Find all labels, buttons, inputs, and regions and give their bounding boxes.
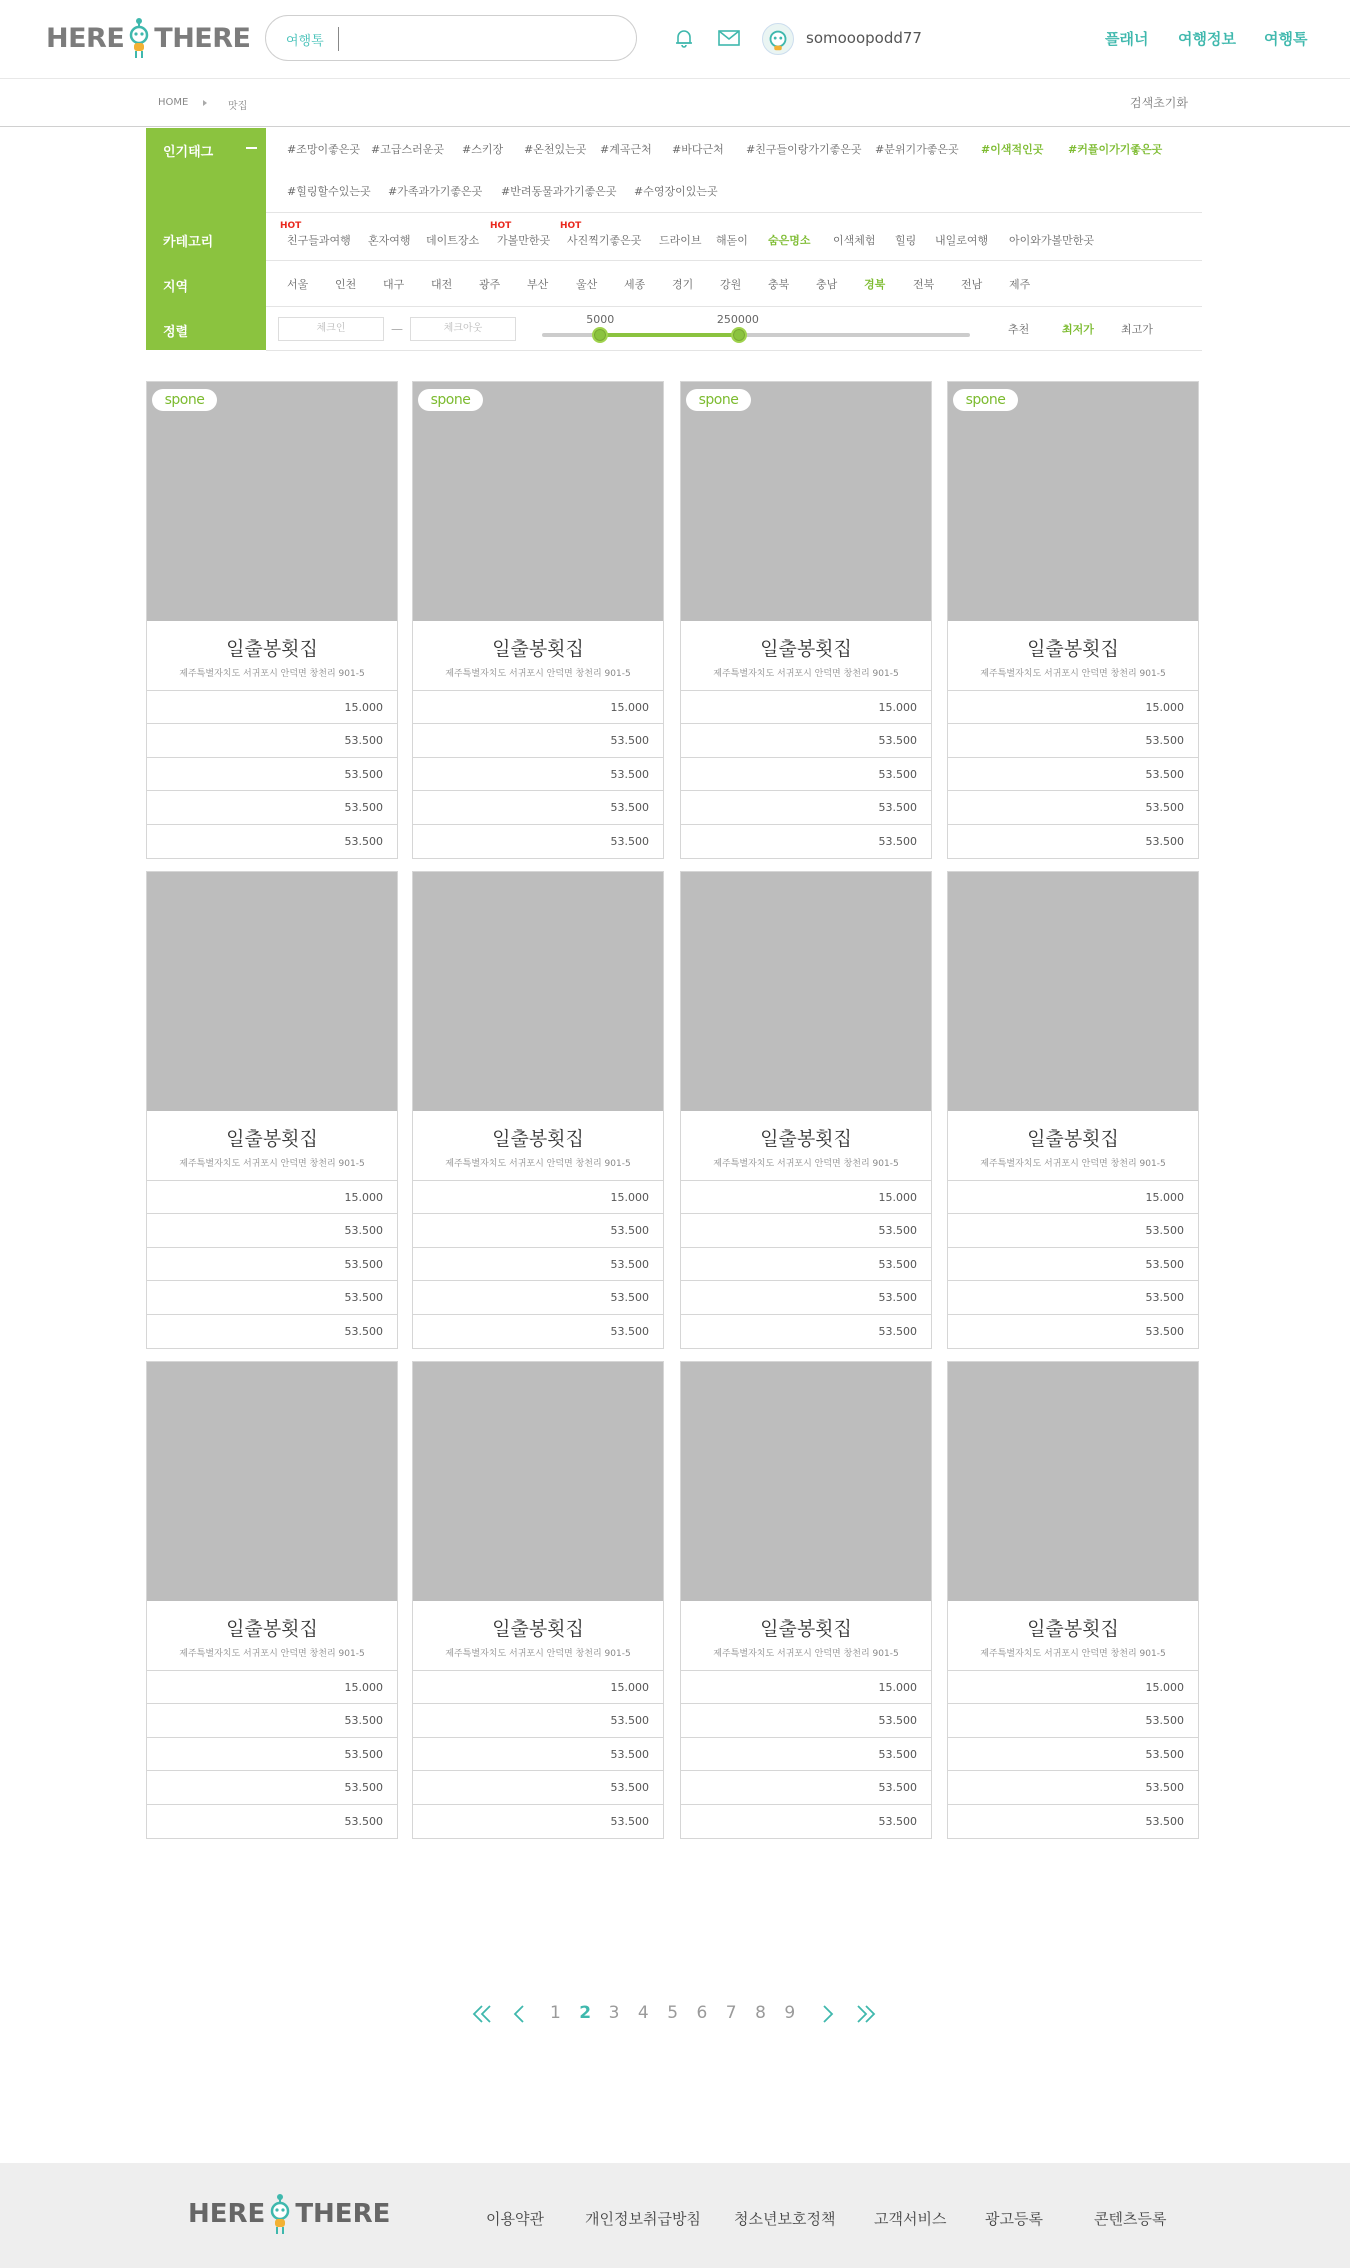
region-tag[interactable]: 부산 [527,278,549,291]
checkin-input[interactable]: 체크인 [278,317,384,341]
page-number-9[interactable]: 9 [784,2003,796,2023]
card-price-row [413,1247,663,1280]
card-price-row [948,824,1198,857]
result-card[interactable] [947,1361,1199,1839]
card-price-row [147,757,397,790]
card-price-row [681,1670,931,1703]
card-badge: spone [152,389,217,411]
card-price-row [413,824,663,857]
card-address: 제주특별자치도 서귀포시 안덕면 창천리 901-5 [445,1649,631,1659]
popular-tag[interactable]: #수영장이있는곳 [634,185,718,198]
prev-page-icon[interactable] [508,2003,530,2025]
card-address: 제주특별자치도 서귀포시 안덕면 창천리 901-5 [445,669,631,679]
card-price-row [413,1770,663,1803]
card-thumbnail[interactable] [147,1362,397,1601]
card-title[interactable]: 일출봉횟집 [1027,1618,1119,1640]
card-price-row [948,1280,1198,1313]
card-price-row [147,1280,397,1313]
card-price-value: 53.500 [610,801,649,815]
category-tag[interactable]: 친구들과여행 [287,234,351,247]
card-price-row [147,1670,397,1703]
mascot-icon [128,16,150,60]
card-price-row [147,690,397,723]
card-price-row [413,1180,663,1213]
card-title[interactable]: 일출봉횟집 [760,1128,852,1150]
category-tag[interactable]: 데이트장소 [426,234,480,247]
card-price-value: 53.500 [344,834,383,848]
card-price-value: 53.500 [878,1714,917,1728]
card-price-value: 53.500 [1145,1781,1184,1795]
card-price-row [681,1770,931,1803]
card-price-row [681,1213,931,1246]
card-price-row [413,1213,663,1246]
region-tag[interactable]: 충남 [816,278,838,291]
card-price-value: 53.500 [1145,1747,1184,1761]
card-price-value: 53.500 [878,1257,917,1271]
card-price-row [147,1213,397,1246]
card-price-value: 15.000 [344,701,383,714]
result-card[interactable] [947,871,1199,1349]
result-card[interactable] [680,871,932,1349]
footer-logo[interactable] [188,2190,390,2238]
card-price-row [948,790,1198,823]
card-price-row [147,1180,397,1213]
card-price-value: 53.500 [878,734,917,748]
card-price-row [948,1703,1198,1736]
category-tag[interactable]: 해돋이 [716,234,748,247]
card-address: 제주특별자치도 서귀포시 안덕면 창천리 901-5 [980,1649,1166,1659]
page-number-6[interactable]: 6 [696,2003,708,2023]
search-box[interactable] [265,15,637,61]
card-price-row [681,790,931,823]
card-price-value: 53.500 [1145,801,1184,815]
card-price-row [681,1280,931,1313]
filter-row-divider [266,212,1202,213]
card-price-value: 53.500 [1145,834,1184,848]
card-price-row [413,1737,663,1770]
result-card[interactable] [680,381,932,859]
card-price-value: 53.500 [610,1814,649,1828]
region-tag[interactable]: 서울 [287,278,309,291]
breadcrumb-current: 맛집 [228,101,248,112]
card-price-row [413,690,663,723]
card-price-value: 15.000 [610,1191,649,1204]
logo-text-there: THERE [154,22,251,54]
page-number-5[interactable]: 5 [667,2003,679,2023]
card-price-row [413,1703,663,1736]
card-thumbnail[interactable] [147,872,397,1111]
region-tag[interactable]: 대전 [431,278,453,291]
page-number-4[interactable]: 4 [637,2003,649,2023]
filter-label-popular: 인기태그 [163,145,214,160]
chevron-right-icon [201,99,209,107]
price-range-fill [600,333,739,337]
filter-label-region: 지역 [163,280,189,295]
card-address: 제주특별자치도 서귀포시 안덕면 창천리 901-5 [445,1159,631,1169]
popular-tag[interactable]: #반려동물과가기좋은곳 [501,185,617,198]
card-address: 제주특별자치도 서귀포시 안덕면 창천리 901-5 [179,1649,365,1659]
search-input[interactable] [346,24,626,54]
card-thumbnail[interactable] [413,872,663,1111]
page-number-7[interactable]: 7 [725,2003,737,2023]
card-price-value: 53.500 [878,1224,917,1238]
sort-highest-price[interactable]: 최고가 [1121,323,1153,336]
site-header [0,0,1350,78]
card-price-row [681,757,931,790]
page-number-3[interactable]: 3 [608,2003,620,2023]
price-min-label: 5000 [586,313,615,326]
card-price-value: 53.500 [1145,734,1184,748]
card-price-row [147,1703,397,1736]
card-price-row [948,1247,1198,1280]
card-price-row [681,1314,931,1347]
region-tag[interactable]: 인천 [335,278,357,291]
popular-tag[interactable]: #조망이좋은곳 [287,143,360,156]
card-price-value: 15.000 [878,1191,917,1204]
card-price-value: 53.500 [878,767,917,781]
region-tag[interactable]: 울산 [576,278,598,291]
checkout-input[interactable]: 체크아웃 [410,317,516,341]
card-price-value: 53.500 [1145,1291,1184,1305]
card-badge: spone [953,389,1018,411]
category-tag[interactable]: 사진찍기좋은곳 [567,234,642,247]
card-price-row [413,790,663,823]
region-tag[interactable]: 세종 [624,278,646,291]
popular-tag[interactable]: #고급스러운곳 [371,143,444,156]
card-price-value: 15.000 [878,701,917,714]
username-label[interactable]: somooopodd77 [806,29,922,47]
price-max-label: 250000 [716,313,759,326]
popular-tag[interactable]: #스키장 [462,143,504,156]
category-tag[interactable]: 이색체험 [833,234,876,247]
nav-travel-talk[interactable]: 여행톡 [1264,30,1308,48]
breadcrumb [0,78,1350,127]
card-price-row [948,1737,1198,1770]
card-price-value: 53.500 [878,1781,917,1795]
result-card[interactable] [947,381,1199,859]
card-address: 제주특별자치도 서귀포시 안덕면 창천리 901-5 [980,1159,1166,1169]
category-tag[interactable]: 숨은명소 [768,234,811,247]
card-price-value: 53.500 [344,1291,383,1305]
card-price-value: 53.500 [878,1324,917,1338]
card-address: 제주특별자치도 서귀포시 안덕면 창천리 901-5 [179,669,365,679]
region-tag[interactable]: 충북 [768,278,790,291]
card-price-row [681,1737,931,1770]
card-price-row [948,1770,1198,1803]
popular-tag[interactable]: #힐링할수있는곳 [287,185,371,198]
card-title[interactable]: 일출봉횟집 [226,638,318,660]
price-max-handle[interactable] [731,327,747,343]
search-divider [338,27,339,51]
card-price-value: 53.500 [1145,767,1184,781]
price-min-handle[interactable] [592,327,608,343]
card-title[interactable]: 일출봉횟집 [492,638,584,660]
card-price-row [681,1804,931,1837]
card-price-row [681,690,931,723]
region-tag[interactable]: 강원 [720,278,742,291]
date-range-dash: — [391,322,403,336]
region-tag[interactable]: 전북 [913,278,935,291]
category-tag[interactable]: 내일로여행 [935,234,989,247]
card-price-row [147,824,397,857]
popular-tag[interactable]: #가족과가기좋은곳 [388,185,483,198]
search-category-chip[interactable]: 여행톡 [286,34,324,49]
card-price-value: 15.000 [1145,1191,1184,1204]
card-price-value: 53.500 [1145,1324,1184,1338]
card-price-value: 53.500 [878,1291,917,1305]
result-card[interactable] [412,1361,664,1839]
popular-tag[interactable]: #온천있는곳 [524,143,587,156]
card-thumbnail[interactable] [681,1362,931,1601]
result-card[interactable] [146,1361,398,1839]
card-price-value: 53.500 [344,1324,383,1338]
card-price-value: 53.500 [344,734,383,748]
card-thumbnail[interactable] [413,382,663,621]
footer-link-ad-register[interactable]: 광고등록 [985,2210,1043,2228]
card-thumbnail[interactable] [948,1362,1198,1601]
page-number-1[interactable]: 1 [550,2003,561,2023]
footer-link-privacy[interactable]: 개인정보취급방침 [585,2210,701,2228]
category-tag[interactable]: 아이와가볼만한곳 [1009,234,1095,247]
result-card[interactable] [412,871,664,1349]
last-page-icon[interactable] [855,2003,877,2025]
card-price-value: 15.000 [610,701,649,714]
result-card[interactable] [412,381,664,859]
popular-tag[interactable]: #분위기가좋은곳 [875,143,959,156]
page-number-2[interactable]: 2 [579,2003,592,2023]
footer-link-youth-policy[interactable]: 청소년보호정책 [734,2210,836,2228]
filter-row-divider [266,350,1202,351]
card-thumbnail[interactable] [948,382,1198,621]
card-price-row [147,723,397,756]
result-card[interactable] [680,1361,932,1839]
card-thumbnail[interactable] [948,872,1198,1111]
card-price-row [147,1804,397,1837]
result-card[interactable] [146,381,398,859]
card-price-value: 53.500 [344,801,383,815]
card-price-value: 15.000 [344,1681,383,1694]
card-price-value: 15.000 [344,1191,383,1204]
card-price-value: 53.500 [344,1257,383,1271]
popular-tag[interactable]: #커플이가기좋은곳 [1068,143,1163,156]
card-thumbnail[interactable] [147,382,397,621]
card-price-row [948,757,1198,790]
category-tag[interactable]: 가볼만한곳 [497,234,551,247]
card-price-row [147,1737,397,1770]
collapse-minus-icon[interactable] [246,147,257,149]
card-price-value: 15.000 [610,1681,649,1694]
card-price-row [681,723,931,756]
region-tag[interactable]: 제주 [1009,278,1031,291]
region-tag[interactable]: 대구 [383,278,405,291]
filter-label-sort: 정렬 [163,325,189,340]
card-price-row [948,1213,1198,1246]
nav-planner[interactable]: 플래너 [1105,30,1149,48]
card-price-value: 53.500 [610,767,649,781]
card-thumbnail[interactable] [681,382,931,621]
card-price-value: 15.000 [1145,701,1184,714]
category-tag[interactable]: 혼자여행 [368,234,411,247]
next-page-icon[interactable] [817,2003,839,2025]
card-title[interactable]: 일출봉횟집 [226,1618,318,1640]
sort-lowest-price[interactable]: 최저가 [1062,323,1094,336]
region-tag[interactable]: 광주 [479,278,501,291]
card-address: 제주특별자치도 서귀포시 안덕면 창천리 901-5 [980,669,1166,679]
card-price-value: 53.500 [344,1814,383,1828]
card-price-value: 15.000 [878,1681,917,1694]
card-price-value: 53.500 [1145,1257,1184,1271]
hot-badge: HOT [560,221,582,231]
card-title[interactable]: 일출봉횟집 [1027,638,1119,660]
card-price-value: 53.500 [344,1714,383,1728]
card-price-row [413,1314,663,1347]
card-address: 제주특별자치도 서귀포시 안덕면 창천리 901-5 [179,1159,365,1169]
sort-recommended[interactable]: 추천 [1008,323,1030,336]
card-price-value: 53.500 [344,767,383,781]
card-title[interactable]: 일출봉횟집 [492,1128,584,1150]
card-price-value: 53.500 [610,1291,649,1305]
card-price-row [681,824,931,857]
card-price-row [948,1314,1198,1347]
card-title[interactable]: 일출봉횟집 [226,1128,318,1150]
card-price-row [681,1703,931,1736]
page-number-8[interactable]: 8 [755,2003,766,2023]
breadcrumb-home[interactable]: HOME [158,97,189,108]
region-tag[interactable]: 경북 [864,278,886,291]
card-price-value: 53.500 [610,1224,649,1238]
card-thumbnail[interactable] [681,872,931,1111]
hot-badge: HOT [490,221,512,231]
card-price-value: 53.500 [878,1814,917,1828]
hot-badge: HOT [280,221,302,231]
card-address: 제주특별자치도 서귀포시 안덕면 창천리 901-5 [713,1649,899,1659]
card-price-value: 15.000 [1145,1681,1184,1694]
mail-icon[interactable] [717,26,741,50]
card-title[interactable]: 일출봉횟집 [760,1618,852,1640]
card-price-row [681,1180,931,1213]
user-avatar[interactable] [762,23,794,55]
card-price-value: 53.500 [610,1714,649,1728]
card-price-row [413,1280,663,1313]
card-badge: spone [686,389,751,411]
footer-logo-text-there: THERE [295,2199,391,2229]
card-price-row [948,1180,1198,1213]
region-tag[interactable]: 경기 [672,278,694,291]
popular-tag[interactable]: #바다근처 [672,143,724,156]
category-tag[interactable]: 드라이브 [659,234,702,247]
card-price-value: 53.500 [878,834,917,848]
card-address: 제주특별자치도 서귀포시 안덕면 창천리 901-5 [713,1159,899,1169]
card-price-row [413,1670,663,1703]
bell-icon[interactable] [672,26,696,50]
card-price-row [147,790,397,823]
footer-link-content-register[interactable]: 콘텐츠등록 [1094,2210,1167,2228]
logo-text-here: HERE [46,22,125,54]
card-price-row [413,757,663,790]
card-price-value: 53.500 [878,801,917,815]
card-thumbnail[interactable] [413,1362,663,1601]
card-price-value: 53.500 [344,1224,383,1238]
card-price-value: 53.500 [1145,1714,1184,1728]
card-price-row [948,1670,1198,1703]
card-price-value: 53.500 [344,1747,383,1761]
card-price-value: 53.500 [610,734,649,748]
popular-tag[interactable]: #이색적인곳 [981,143,1044,156]
card-price-value: 53.500 [610,1324,649,1338]
region-tag[interactable]: 전남 [961,278,983,291]
card-price-row [948,723,1198,756]
footer-link-customer-service[interactable]: 고객서비스 [874,2210,947,2228]
card-price-value: 53.500 [610,1257,649,1271]
filter-row-divider [266,260,1202,261]
card-price-row [147,1247,397,1280]
nav-travel-info[interactable]: 여행정보 [1178,30,1236,48]
category-tag[interactable]: 힐링 [895,234,917,247]
card-price-value: 53.500 [610,1747,649,1761]
filter-row-divider [266,306,1202,307]
card-title[interactable]: 일출봉횟집 [492,1618,584,1640]
card-price-value: 53.500 [610,834,649,848]
mascot-icon [269,2192,291,2236]
card-price-row [413,723,663,756]
card-price-row [147,1314,397,1347]
filter-label-category: 카테고리 [163,235,214,250]
first-page-icon[interactable] [471,2003,493,2025]
card-price-value: 53.500 [1145,1814,1184,1828]
card-title[interactable]: 일출봉횟집 [760,638,852,660]
card-price-row [413,1804,663,1837]
card-title[interactable]: 일출봉횟집 [1027,1128,1119,1150]
card-price-value: 53.500 [344,1781,383,1795]
card-badge: spone [418,389,483,411]
result-card[interactable] [146,871,398,1349]
site-logo[interactable] [46,14,250,62]
card-price-row [948,1804,1198,1837]
reset-search-button[interactable]: 검색초기화 [1130,96,1188,110]
card-price-row [147,1770,397,1803]
popular-tag[interactable]: #친구들이랑가기좋은곳 [746,143,862,156]
popular-tag[interactable]: #계곡근처 [600,143,652,156]
card-price-row [681,1247,931,1280]
card-price-value: 53.500 [1145,1224,1184,1238]
card-price-value: 53.500 [878,1747,917,1761]
card-price-row [948,690,1198,723]
card-address: 제주특별자치도 서귀포시 안덕면 창천리 901-5 [713,669,899,679]
card-price-value: 53.500 [610,1781,649,1795]
footer-link-terms[interactable]: 이용약관 [486,2210,544,2228]
footer-logo-text-here: HERE [188,2199,266,2229]
